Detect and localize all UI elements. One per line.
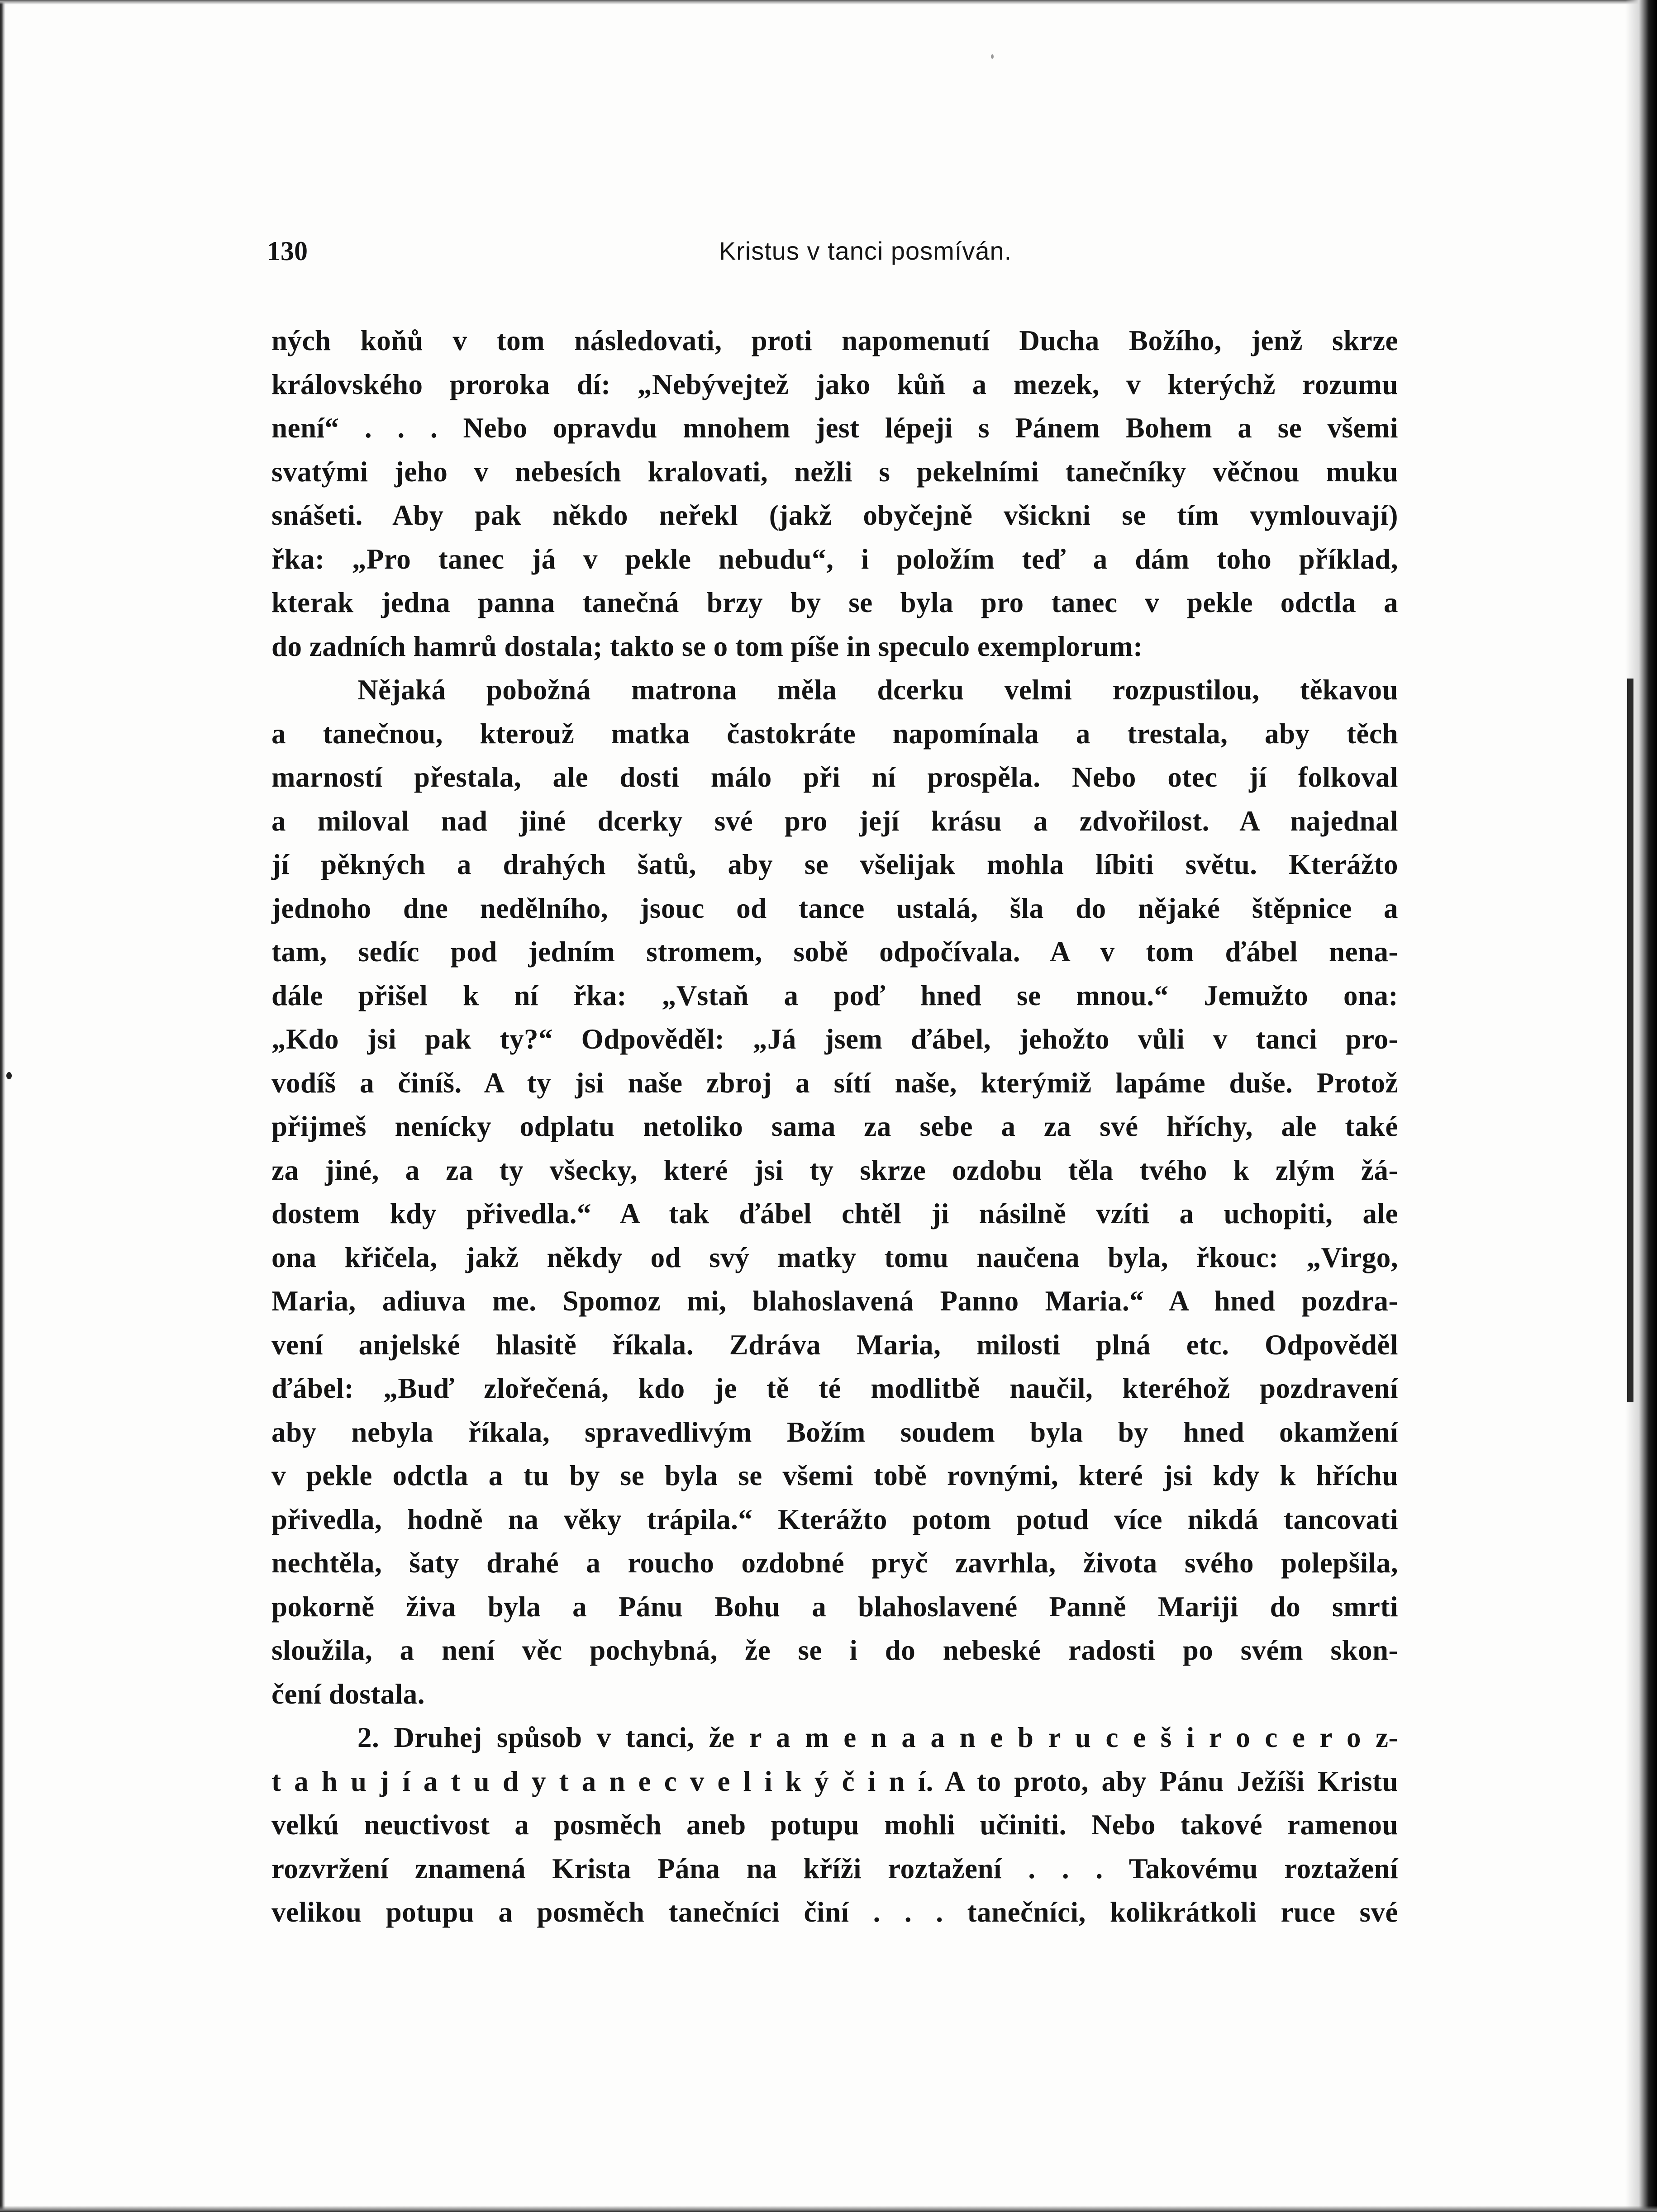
text-line: velikou potupu a posměch tanečníci činí . . . tanečníci, kolikrátkoli ruce své [271,1896,1398,1928]
text-line: přivedla, hodně na věky trápila.“ Kterážto potom potud více nikdá tancovati [271,1503,1398,1535]
text-line: za jiné, a za ty všecky, které jsi ty skrze ozdobu těla tvého k zlým žá- [271,1154,1398,1186]
text-line: t a h u j í a t u d y t a n e c v e l i k ý č i n í. A to proto, aby Pánu Ježíši Kristu [271,1765,1398,1797]
text-line: tam, sedíc pod jedním stromem, sobě odpočívala. A v tom ďábel nena- [271,936,1398,968]
page-number: 130 [267,236,308,266]
text-line: není“ . . . Nebo opravdu mnohem jest lépeji s Pánem Bohem a se všemi [271,412,1398,444]
text-line: Nějaká pobožná matrona měla dcerku velmi rozpustilou, těkavou [357,674,1398,706]
text-line: velkú neuctivost a posměch aneb potupu mohli učiniti. Nebo takové ramenou [271,1809,1398,1841]
text-line: v pekle odctla a tu by se byla se všemi tobě rovnými, které jsi kdy k hříchu [271,1460,1398,1491]
scan-speck [6,1072,12,1079]
text-line: ných koňů v tom následovati, proti napomenutí Ducha Božího, jenž skrze [271,325,1398,356]
text-line: čení dostala. [271,1678,425,1710]
text-line: královského proroka dí: „Nebývejtež jako kůň a mezek, v kterýchž rozumu [271,368,1398,400]
running-title: Kristus v tanci posmíván. [719,237,1012,265]
text-line: Maria, adiuva me. Spomoz mi, blahoslavená Panno Maria.“ A hned pozdra- [271,1285,1398,1317]
text-line: kterak jedna panna tanečná brzy by se byla pro tanec v pekle odctla a [271,587,1398,618]
text-line: rozvržení znamená Krista Pána na kříži roztažení . . . Takovému roztažení [271,1852,1398,1884]
scan-speck [991,54,994,59]
text-line: dostem kdy přivedla.“ A tak ďábel chtěl ji násilně vzíti a uchopiti, ale [271,1198,1398,1229]
text-line: nechtěla, šaty drahé a roucho ozdobné pryč zavrhla, života svého polepšila, [271,1547,1398,1579]
text-line: jednoho dne nedělního, jsouc od tance ustalá, šla do nějaké štěpnice a [271,892,1398,924]
text-line: řka: „Pro tanec já v pekle nebudu“, i položím teď a dám toho příklad, [271,543,1398,575]
scan-edge-right-mark [1627,679,1633,1402]
text-line: ďábel: „Buď zlořečená, kdo je tě té modlitbě naučil, kteréhož pozdravení [271,1372,1398,1404]
text-line: a miloval nad jiné dcerky své pro její krásu a zdvořilost. A najednal [271,805,1398,837]
text-line: svatými jeho v nebesích kralovati, nežli s pekelními tanečníky věčnou muku [271,456,1398,488]
text-line: a tanečnou, kterouž matka častokráte napomínala a trestala, aby těch [271,717,1398,750]
text-line: dále přišel k ní řka: „Vstaň a poď hned se mnou.“ Jemužto ona: [271,979,1398,1011]
text-line: snášeti. Aby pak někdo neřekl (jakž obyčejně všickni se tím vymlouvají) [271,499,1398,531]
body-text [271,319,1398,1934]
text-line: ona křičela, jakž někdy od svý matky tomu naučena byla, řkouc: „Virgo, [271,1241,1398,1273]
scan-edge-bottom [0,2206,1657,2212]
text-line: vodíš a činíš. A ty jsi naše zbroj a sítí naše, kterýmiž lapáme duše. Protož [271,1067,1398,1099]
page-header [267,231,1464,271]
scan-edge-top [0,0,1657,5]
text-line: vení anjelské hlasitě říkala. Zdráva Maria, milosti plná etc. Odpověděl [271,1329,1398,1361]
text-line: 2. Druhej spůsob v tanci, že r a m e n a a n e b r u c e š i r o c e r o z- [357,1722,1398,1753]
text-line: sloužila, a není věc pochybná, že se i do nebeské radosti po svém skon- [271,1634,1398,1666]
text-line: přijmeš nenícky odplatu netoliko sama za sebe a za své hříchy, ale také [271,1111,1398,1142]
text-line: do zadních hamrů dostala; takto se o tom píše in speculo exemplorum: [271,630,1143,662]
text-line: aby nebyla říkala, spravedlivým Božím soudem byla by hned okamžení [271,1416,1398,1448]
text-line: marností přestala, ale dosti málo při ní prospěla. Nebo otec jí folkoval [271,761,1398,793]
text-line: „Kdo jsi pak ty?“ Odpověděl: „Já jsem ďábel, jehožto vůli v tanci pro- [271,1023,1398,1055]
text-line: jí pěkných a drahých šatů, aby se všelijak mohla líbiti světu. Kterážto [271,849,1398,880]
text-line: pokorně živa byla a Pánu Bohu a blahoslavené Panně Mariji do smrti [271,1590,1398,1623]
scan-edge-left [0,0,5,2212]
